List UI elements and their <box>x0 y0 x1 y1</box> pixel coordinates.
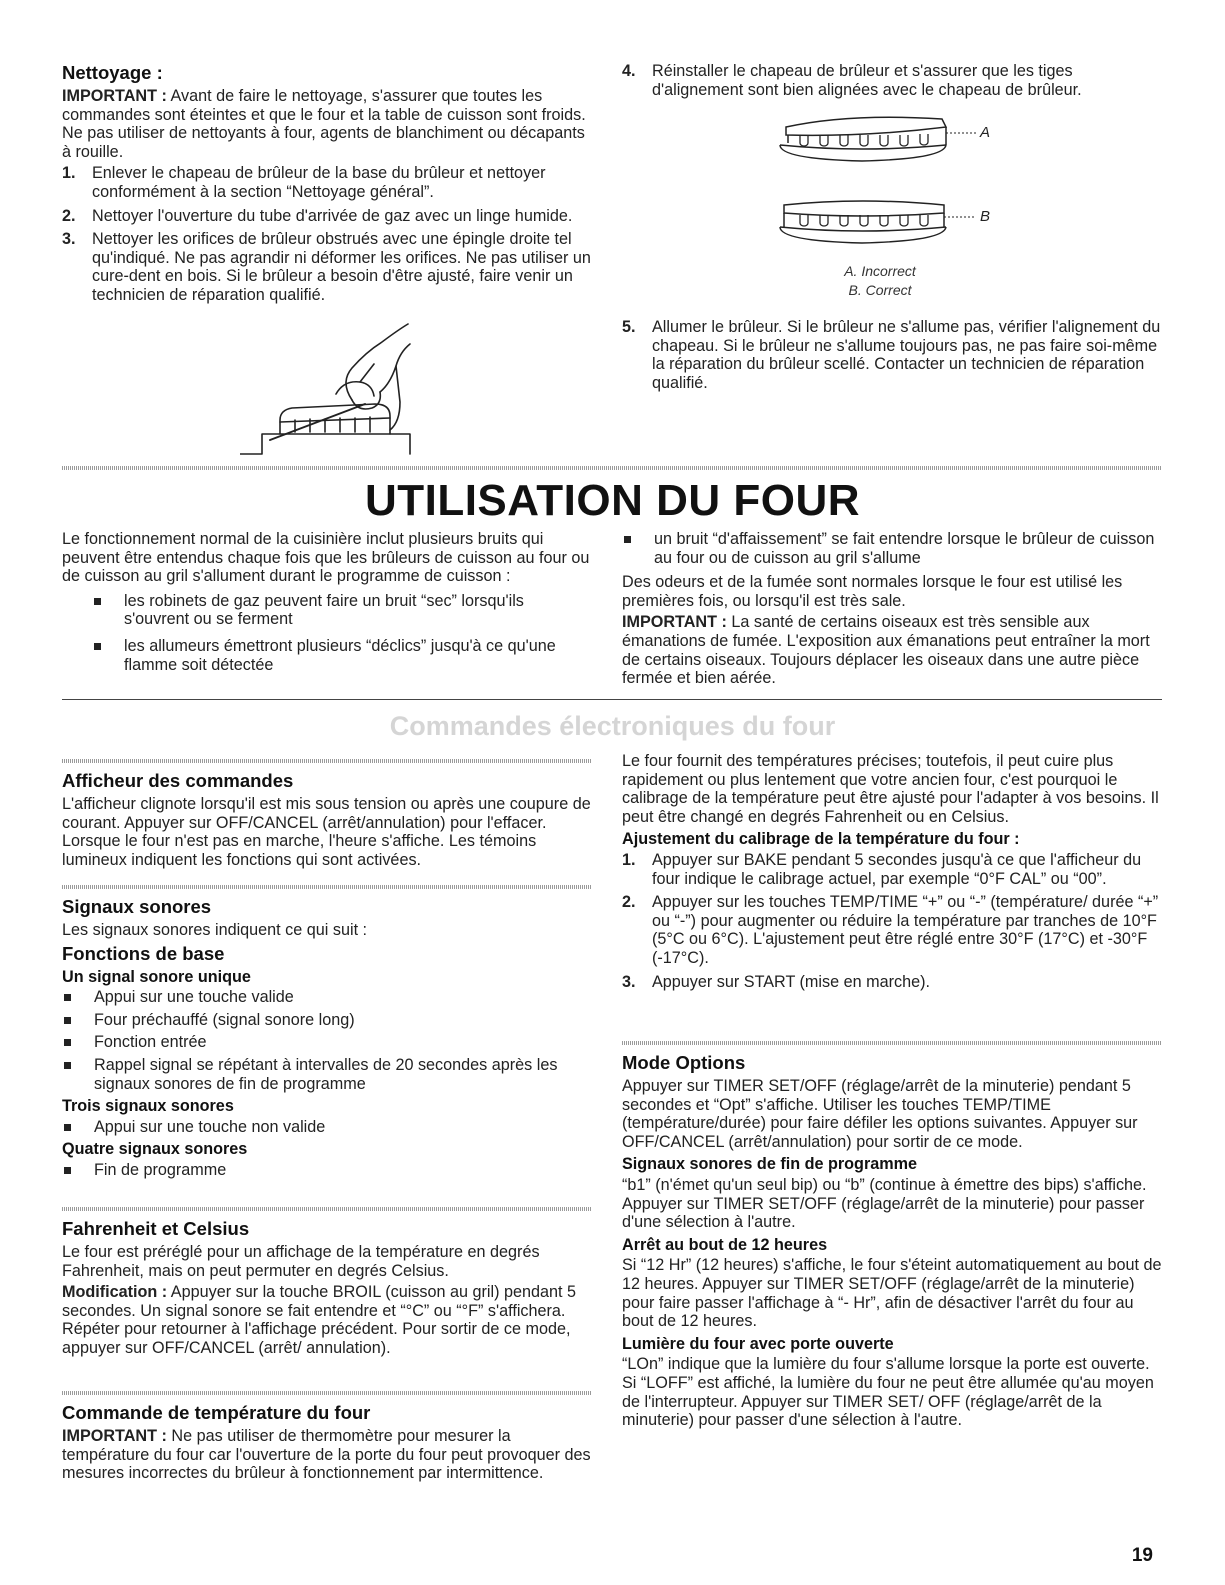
oven-use-intro: Le fonctionnement normal de la cuisinière inclut plusieurs bruits qui peuvent être entendus chaque fois que les brûleurs de cuisson au four ou de cuisson au gril s'allument durant le programme de cuisson : <box>62 530 590 586</box>
bullet-icon <box>64 1039 71 1046</box>
basic-functions-heading: Fonctions de base <box>62 942 225 964</box>
list-item <box>62 1161 592 1180</box>
calibration-heading: Ajustement du calibrage de la température du four : <box>622 830 1020 849</box>
tones-intro: Les signaux sonores indiquent ce qui suit : <box>62 921 368 939</box>
step-item <box>622 318 1162 392</box>
calibration-section <box>622 752 1162 996</box>
label-b: B <box>980 208 991 225</box>
mode-options-text: Appuyer sur TIMER SET/OFF (réglage/arrêt de la minuterie) pendant 5 secondes et “Opt” s'affiche. Utiliser les touches TEMP/TIME (température/durée) pour faire défiler les options suivantes. Appuyer sur OFF/CANCEL (arrêt/annulation) pour sortir de ce mode. <box>622 1077 1138 1151</box>
bullet-icon <box>64 1124 71 1131</box>
list-item-text: Appui sur une touche non valide <box>94 1117 326 1136</box>
oven-light-heading: Lumière du four avec porte ouverte <box>622 1334 894 1353</box>
bullet-icon <box>64 1062 71 1069</box>
bullet-icon <box>624 536 631 543</box>
important-text: Avant de faire le nettoyage, s'assurer que toutes les commandes sont éteintes et que le four et la table de cuisson sont froids. Ne pas utiliser de nettoyants à four, agents de blanchiment ou décapants à rouille. <box>62 87 586 161</box>
display-heading: Afficheur des commandes <box>62 770 294 791</box>
tones-heading: Signaux sonores <box>62 896 212 917</box>
list-item <box>62 1033 592 1052</box>
display-section <box>62 770 592 872</box>
bullet-icon <box>64 994 71 1001</box>
fahrenheit-section <box>62 1218 592 1361</box>
list-item <box>62 1118 592 1137</box>
important-text: La santé de certains oiseaux est très sensible aux émanations de fumée. L'exposition aux émanations peut entraîner la mort de certains oiseaux. Toujours déplacer les oiseaux dans une autre pièce fermée et bien aérée. <box>622 613 1150 688</box>
list-item <box>62 1056 592 1093</box>
eoc-tones-heading: Signaux sonores de fin de programme <box>622 1155 918 1174</box>
shutoff-text: Si “12 Hr” (12 heures) s'affiche, le four s'éteint automatiquement au bout de 12 heures. Appuyer sur TIMER SET/OFF (réglage/arrêt de la minuterie) pour faire passer l'affichage à “- Hr”, afin de désactiver l'arrêt du four au bout de 12 heures. <box>622 1256 1162 1331</box>
modification-label: Modification : <box>62 1283 168 1302</box>
temp-control-section <box>62 1402 592 1486</box>
page-number: 19 <box>1131 1545 1153 1566</box>
step-number: 4. <box>622 62 636 80</box>
cleaning-steps <box>62 164 592 304</box>
oven-light-text: “LOn” indique que la lumière du four s'allume lorsque la porte est ouverte. Si “LOFF” est affiché, la lumière du four ne peut être allumée qu'au moyen de l'interrupteur. Appuyer sur TIMER SET/ OFF (réglage/arrêt de la minuterie) pour passer d'une sélection à l'autre. <box>622 1355 1154 1430</box>
divider <box>622 1041 1162 1045</box>
cleaning-important <box>62 87 592 161</box>
step-number: 3. <box>622 972 636 991</box>
light-burner-section <box>622 318 1162 397</box>
list-item-text: un bruit “d'affaissement” se fait entendre lorsque le brûleur de cuisson au four ou de cuisson au gril s'allume <box>654 530 1155 567</box>
three-tones-list <box>62 1118 592 1137</box>
four-tones-heading: Quatre signaux sonores <box>62 1140 248 1159</box>
step-item <box>622 973 1162 992</box>
mode-options-heading: Mode Options <box>622 1052 746 1073</box>
list-item <box>62 1011 592 1030</box>
fahrenheit-modification <box>62 1283 592 1357</box>
light-burner-steps <box>622 318 1162 392</box>
list-item-text: les robinets de gaz peuvent faire un bruit “sec” lorsqu'ils s'ouvrent ou se ferment <box>124 591 524 629</box>
birds-important <box>622 613 1162 687</box>
calibration-text: Le four fournit des températures précises; toutefois, il peut cuire plus rapidement ou plus lentement que votre ancien four, c'est pourquoi le calibrage de la température peut être ajusté pour l'adapter à vos besoins. Il peut être changé en degrés Fahrenheit ou en Celsius. <box>622 752 1159 826</box>
list-item-text: les allumeurs émettront plusieurs “déclics” jusqu'à ce qu'une flamme soit détectée <box>124 636 556 674</box>
eoc-tones-text: “b1” (n'émet qu'un seul bip) ou “b” (continue à émettre des bips) s'affiche. Appuyer sur TIMER SET/OFF (réglage/arrêt de la minuterie) pour passer d'une sélection à l'autre. <box>622 1175 1147 1232</box>
three-tones-heading: Trois signaux sonores <box>62 1097 234 1116</box>
step-item <box>622 62 1162 99</box>
bullet-icon <box>64 1017 71 1024</box>
step-text: Appuyer sur les touches TEMP/TIME “+” ou “-” (température/ durée “+” ou “-”) pour augmenter ou réduire la température par tranches de 10°F (5°C ou 6°C). L'ajustement peut être réglé entre 30°F (17°C) et -30°F (-17°C). <box>652 893 1159 967</box>
step-number: 1. <box>622 850 636 869</box>
mode-options-section <box>622 1052 1162 1433</box>
step-item <box>62 164 592 201</box>
section-hairline <box>62 699 1162 700</box>
important-label: IMPORTANT : <box>622 613 727 632</box>
burner-cap-correct-illustration <box>770 195 1000 247</box>
divider <box>62 1207 592 1211</box>
list-item-text: Four préchauffé (signal sonore long) <box>94 1010 355 1029</box>
step-text: Réinstaller le chapeau de brûleur et s'assurer que les tiges d'alignement sont bien alignées avec le chapeau de brûleur. <box>652 62 1082 99</box>
pin-cleaning-illustration <box>240 322 420 457</box>
divider <box>62 1391 592 1395</box>
section-title: UTILISATION DU FOUR <box>364 476 861 525</box>
step-text: Appuyer sur START (mise en marche). <box>652 972 930 991</box>
step-item <box>62 207 592 226</box>
cleaning-heading: Nettoyage : <box>62 62 163 83</box>
divider <box>62 885 592 889</box>
burner-cap-incorrect-illustration <box>770 113 1000 165</box>
bullet-icon <box>94 643 101 650</box>
step-item <box>622 893 1162 967</box>
step-item <box>622 851 1162 888</box>
list-item-text: Fin de programme <box>94 1160 227 1179</box>
list-item <box>62 988 592 1007</box>
step-item <box>62 230 592 304</box>
reinstall-steps <box>622 62 1162 99</box>
temp-control-important <box>62 1427 592 1483</box>
temp-control-heading: Commande de température du four <box>62 1402 371 1423</box>
noise-list <box>62 592 592 674</box>
list-item-text: Rappel signal se répétant à intervalles de 20 secondes après les signaux sonores de fin de programme <box>94 1055 558 1093</box>
bullet-icon <box>64 1167 71 1174</box>
shutoff-heading: Arrêt au bout de 12 heures <box>622 1235 828 1254</box>
cleaning-section <box>62 62 592 310</box>
step-text: Nettoyer les orifices de brûleur obstrués avec une épingle droite tel qu'indiqué. Ne pas agrandir ni déformer les orifices. Ne pas utiliser un cure-dent en bois. Si le brûleur a besoin d'être ajusté, faire venir un technicien de réparation qualifié. <box>92 230 591 304</box>
list-item-text: Appui sur une touche valide <box>94 988 294 1007</box>
bullet-icon <box>94 598 101 605</box>
list-item <box>62 637 592 674</box>
single-tone-list <box>62 988 592 1093</box>
subsection-title: Commandes électroniques du four <box>389 711 836 741</box>
step-number: 2. <box>622 893 636 912</box>
four-tones-list <box>62 1161 592 1180</box>
list-item <box>62 592 592 629</box>
oven-use-left <box>62 530 592 678</box>
step-number: 5. <box>622 318 636 336</box>
calibration-steps <box>622 851 1162 991</box>
divider <box>62 759 592 763</box>
important-text: Ne pas utiliser de thermomètre pour mesurer la température du four car l'ouverture de la porte du four peut provoquer des mesures incorrectes du brûleur à fonctionnement par intermittence. <box>62 1427 591 1483</box>
list-item <box>622 530 1162 567</box>
step-text: Allumer le brûleur. Si le brûleur ne s'allume pas, vérifier l'alignement du chapeau. Si le brûleur ne s'allume toujours pas, ne pas faire soi-même la réparation du brûleur scellé. Contacter un technicien de réparation qualifié. <box>652 318 1161 392</box>
single-tone-heading: Un signal sonore unique <box>62 967 251 986</box>
step-number: 1. <box>62 164 76 183</box>
fahrenheit-text: Le four est préréglé pour un affichage de la température en degrés Fahrenheit, mais on peut permuter en degrés Celsius. <box>62 1243 540 1280</box>
step-text: Appuyer sur BAKE pendant 5 secondes jusqu'à ce que l'afficheur du four indique le calibrage actuel, par exemple “0°F CAL” ou “00”. <box>652 850 1142 888</box>
fahrenheit-heading: Fahrenheit et Celsius <box>62 1218 250 1239</box>
step-number: 2. <box>62 206 76 225</box>
list-item-text: Fonction entrée <box>94 1033 207 1052</box>
oven-use-right <box>622 530 1162 691</box>
important-label: IMPORTANT : <box>62 87 167 105</box>
display-text: L'afficheur clignote lorsqu'il est mis sous tension ou après une coupure de courant. Appuyer sur OFF/CANCEL (arrêt/annulation) pour l'effacer. Lorsque le four n'est pas en marche, l'heure s'affiche. Les témoins lumineux indiquent les fonctions qui sont activées. <box>62 795 591 869</box>
tones-section <box>62 896 592 1184</box>
reinstall-section <box>622 62 1162 104</box>
odors-text: Des odeurs et de la fumée sont normales lorsque le four est utilisé les premières fois, ou lorsqu'il est très sale. <box>622 573 1123 610</box>
caption-correct: B. Correct <box>848 282 912 298</box>
modification-text: Appuyer sur la touche BROIL (cuisson au gril) pendant 5 secondes. Un signal sonore se fait entendre et “°C” ou “°F” s'affichera. Répéter pour retourner à l'affichage précédent. Pour sortir de ce mode, appuyer sur OFF/CANCEL (arrêt/ annulation). <box>62 1283 577 1357</box>
label-a: A <box>980 124 991 141</box>
step-text: Nettoyer l'ouverture du tube d'arrivée de gaz avec un linge humide. <box>92 206 573 225</box>
step-number: 3. <box>62 230 76 249</box>
step-text: Enlever le chapeau de brûleur de la base du brûleur et nettoyer conformément à la section “Nettoyage général”. <box>92 164 546 201</box>
noise-list-continued <box>622 530 1162 567</box>
important-label: IMPORTANT : <box>62 1427 167 1445</box>
section-divider <box>62 466 1162 470</box>
caption-incorrect: A. Incorrect <box>844 263 916 279</box>
